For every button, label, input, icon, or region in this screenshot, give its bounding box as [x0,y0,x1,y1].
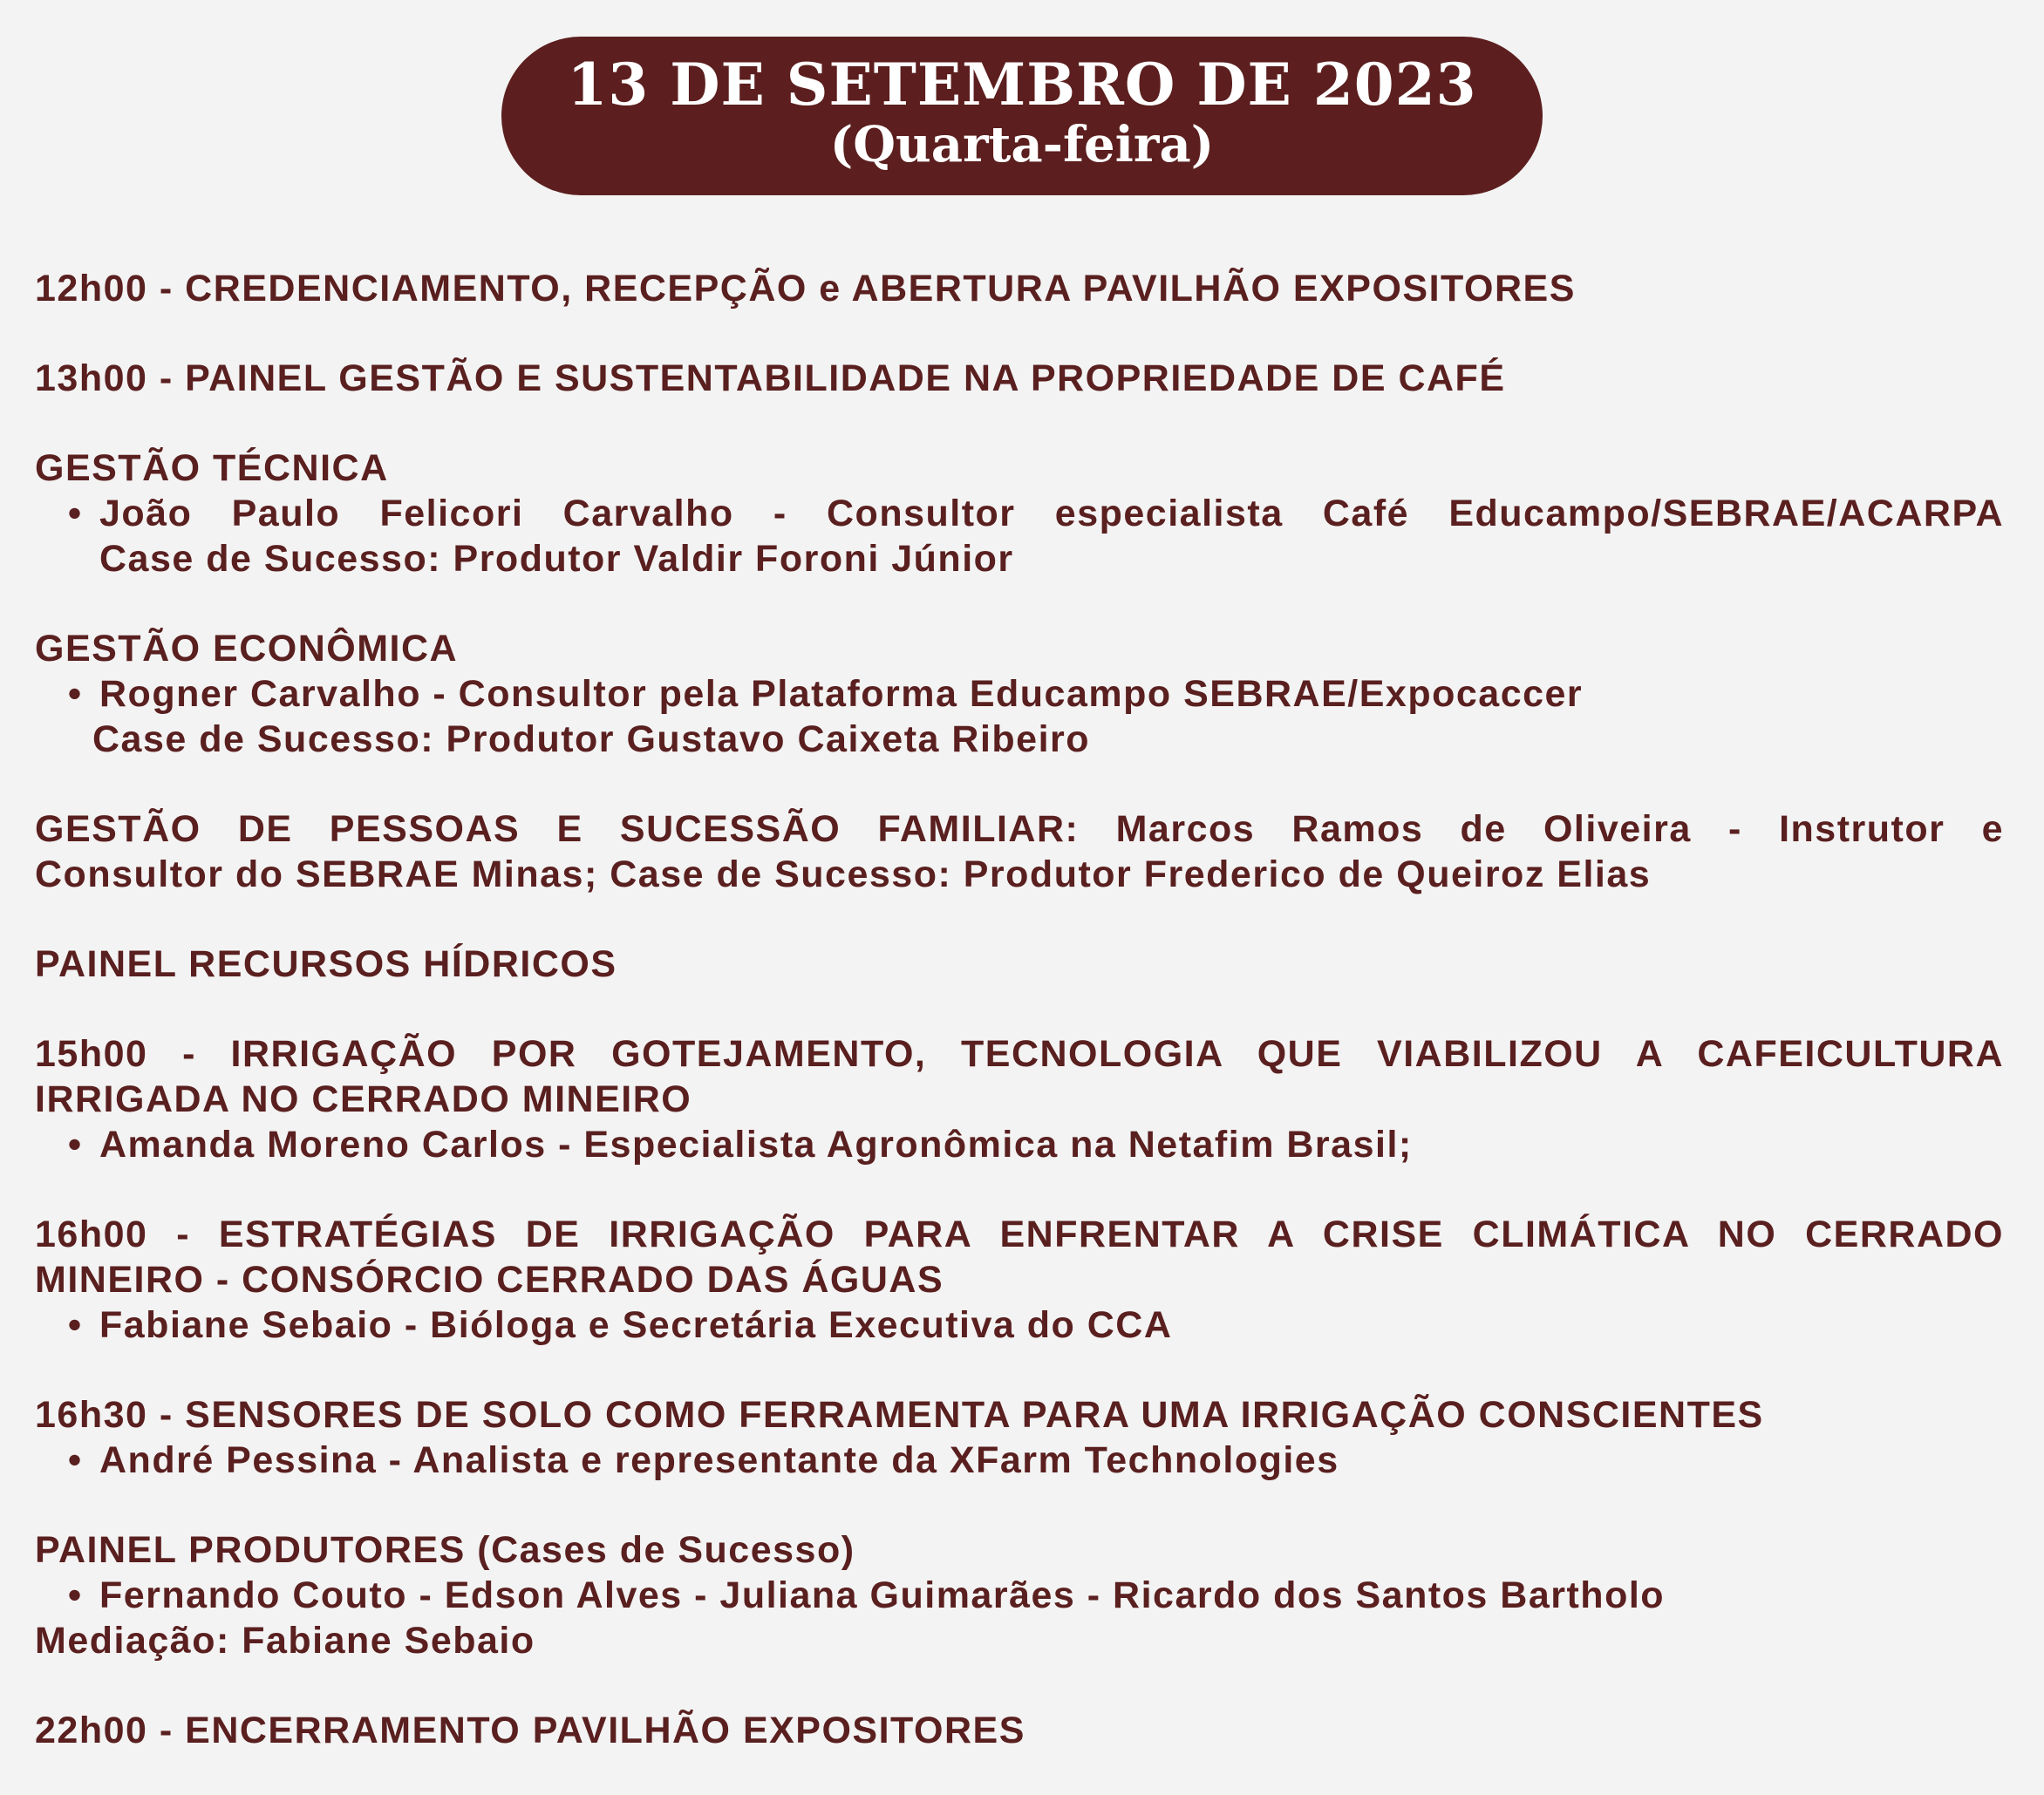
date-banner [501,37,1543,195]
event-date: 13 DE SETEMBRO DE 2023 [567,51,1477,119]
section-title-gestao-pessoas: GESTÃO DE PESSOAS E SUCESSÃO FAMILIAR: [35,808,1080,850]
speaker-text: Rogner Carvalho - Consultor pela Plataforma Educampo SEBRAE/Expocaccer [99,673,1584,715]
speaker-text: André Pessina - Analista e representante da XFarm Technologies [99,1439,1339,1481]
schedule-item-15h-line1: 15h00 - IRRIGAÇÃO POR GOTEJAMENTO, TECNOLOGIA QUE VIABILIZOU A CAFEICULTURA [35,1033,2004,1075]
case-gestao-tecnica: Case de Sucesso: Produtor Valdir Foroni Júnior [99,538,1014,580]
case-gestao-economica: Case de Sucesso: Produtor Gustavo Caixeta Ribeiro [92,718,1091,760]
mediacao: Mediação: Fabiane Sebaio [35,1620,535,1662]
schedule [35,266,2004,1753]
speaker-15h [35,1122,2004,1167]
speaker-16h30 [35,1438,2004,1483]
schedule-item-15h-line2: IRRIGADA NO CERRADO MINEIRO [35,1078,692,1120]
event-weekday: (Quarta-feira) [829,116,1215,173]
schedule-item-painel-gestao: 13h00 - PAINEL GESTÃO E SUSTENTABILIDADE NA PROPRIEDADE DE CAFÉ [35,357,1506,399]
section-gestao-pessoas-line2: Consultor do SEBRAE Minas; Case de Sucesso: Produtor Frederico de Queiroz Elias [35,853,1652,895]
section-title-painel-hidricos: PAINEL RECURSOS HÍDRICOS [35,943,617,985]
speakers-produtores [35,1573,2004,1618]
section-gestao-pessoas-line1 [35,806,2004,852]
schedule-item-16h30: 16h30 - SENSORES DE SOLO COMO FERRAMENTA PARA UMA IRRIGAÇÃO CONSCIENTES [35,1394,1764,1436]
bullet-icon: • [68,1304,83,1346]
speaker-text: João Paulo Felicori Carvalho - Consultor especialista Café Educampo/SEBRAE/ACARPA [99,493,2004,534]
schedule-item-16h-line2: MINEIRO - CONSÓRCIO CERRADO DAS ÁGUAS [35,1259,944,1301]
speaker-text: Fabiane Sebaio - Bióloga e Secretária Executiva do CCA [99,1304,1173,1346]
section-title-gestao-tecnica: GESTÃO TÉCNICA [35,447,389,489]
speaker-16h [35,1302,2004,1348]
schedule-item-encerramento: 22h00 - ENCERRAMENTO PAVILHÃO EXPOSITORES [35,1710,1025,1751]
section-title-painel-produtores: PAINEL PRODUTORES (Cases de Sucesso) [35,1529,855,1571]
schedule-item-16h-line1: 16h00 - ESTRATÉGIAS DE IRRIGAÇÃO PARA ENFRENTAR A CRISE CLIMÁTICA NO CERRADO [35,1214,2004,1255]
bullet-icon: • [68,1574,83,1616]
speaker-gestao-tecnica [35,491,2004,536]
bullet-icon: • [68,1124,83,1166]
speaker-text: Fernando Couto - Edson Alves - Juliana Guimarães - Ricardo dos Santos Bartholo [99,1574,1666,1616]
section-title-gestao-economica: GESTÃO ECONÔMICA [35,628,459,670]
bullet-icon: • [68,493,83,534]
bullet-icon: • [68,1439,83,1481]
bullet-icon: • [68,673,83,715]
speaker-gestao-economica [35,671,2004,717]
speaker-text: Amanda Moreno Carlos - Especialista Agronômica na Netafim Brasil; [99,1124,1413,1166]
schedule-item-credenciamento: 12h00 - CREDENCIAMENTO, RECEPÇÃO e ABERTURA PAVILHÃO EXPOSITORES [35,268,1576,309]
gestao-pessoas-text: Marcos Ramos de Oliveira - Instrutor e [1115,808,2005,850]
